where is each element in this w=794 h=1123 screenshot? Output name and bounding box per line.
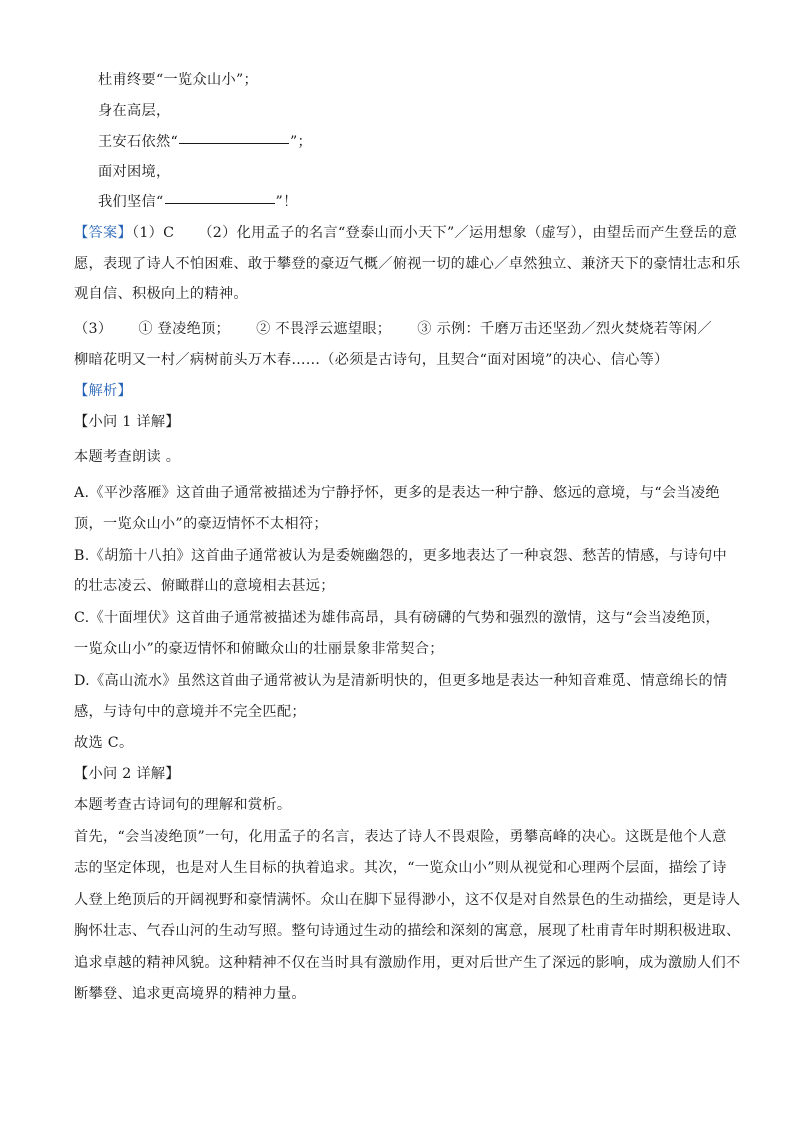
analysis-label: 【解析】 xyxy=(74,383,132,399)
paragraph-line-6: 断攀登、追求更高境界的精神力量。 xyxy=(74,986,306,1002)
option-d-line-1: D.《高山流水》虽然这首曲子通常被认为是清新明快的，但更多地是表达一种知音难觅、情意绵长的情 xyxy=(74,673,728,689)
option-a-line-2: 顶，一览众山小”的豪迈情怀不太相符； xyxy=(74,516,328,532)
option-a-line-1: A.《平沙落雁》这首曲子通常被描述为宁静抒怀，更多的是表达一种宁静、悠远的意境，与“会当凌绝 xyxy=(74,485,720,501)
sub-question-2-intro: 本题考查古诗词句的理解和赏析。 xyxy=(74,797,292,813)
poem-line-5-end: ”！ xyxy=(275,194,298,210)
answer-q3-item-2: ② 不畏浮云遮望眼； xyxy=(256,321,392,337)
option-c-line-1: C.《十面埋伏》这首曲子通常被描述为雄伟高昂，具有磅礴的气势和强烈的激情，这与“会当凌绝顶， xyxy=(74,610,720,626)
poem-line-5 xyxy=(98,192,758,212)
answer-q3-line-2: 柳暗花明又一村／病树前头万木春……（必须是古诗句，且契合“面对困境”的决心、信心等） xyxy=(74,352,669,368)
answer-q2-line-1: （2）化用孟子的名言“登泰山而小天下”／运用想象（虚写），由望岳而产生登岳的意 xyxy=(198,225,738,241)
paragraph-line-4: 胸怀壮志、气吞山河的生动写照。整句诗通过生动的描绘和深刻的寓意，展现了杜甫青年时期积极进取、 xyxy=(74,923,741,939)
answer-q2-line-2: 愿，表现了诗人不怕困难、敢于攀登的豪迈气概／俯视一切的雄心／卓然独立、兼济天下的豪情壮志和乐 xyxy=(74,256,741,272)
poem-line-4: 面对困境， xyxy=(98,164,171,180)
fill-blank-1[interactable] xyxy=(179,142,289,144)
option-d-line-2: 感，与诗句中的意境并不完全匹配； xyxy=(74,704,306,720)
option-b-line-2: 的壮志凌云、俯瞰群山的意境相去甚远； xyxy=(74,578,335,594)
answer-label: 【答案】 xyxy=(74,225,132,241)
poem-line-3-end: ”； xyxy=(290,134,313,150)
poem-line-3-start: 王安石依然“ xyxy=(98,134,178,150)
sub-question-1-label: 【小问 1 详解】 xyxy=(74,414,180,430)
paragraph-line-3: 人登上绝顶后的开阔视野和豪情满怀。众山在脚下显得渺小，这不仅是对自然景色的生动描绘，更是诗人 xyxy=(74,892,741,908)
answer-q2-line-3: 观自信、积极向上的精神。 xyxy=(74,286,248,302)
sub-question-1-intro: 本题考查朗读 。 xyxy=(74,449,181,465)
poem-line-3 xyxy=(98,132,758,152)
poem-line-2: 身在高层， xyxy=(98,103,171,119)
poem-line-5-start: 我们坚信“ xyxy=(98,194,164,210)
paragraph-line-1: 首先，“会当凌绝顶”一句，化用孟子的名言，表达了诗人不畏艰险，勇攀高峰的决心。这既是他个人意 xyxy=(74,829,727,845)
choose-answer: 故选 C。 xyxy=(74,735,134,751)
paragraph-line-5: 追求卓越的精神风貌。这种精神不仅在当时具有激励作用，更对后世产生了深远的影响，成为激励人们不 xyxy=(74,955,741,971)
answer-line-1 xyxy=(74,223,738,243)
fill-blank-2[interactable] xyxy=(165,202,275,204)
paragraph-line-2: 志的坚定体现，也是对人生目标的执着追求。其次，“一览众山小”则从视觉和心理两个层面，描绘了诗 xyxy=(74,860,727,876)
sub-question-2-label: 【小问 2 详解】 xyxy=(74,766,180,782)
option-b-line-1: B.《胡笳十八拍》这首曲子通常被认为是委婉幽怨的，更多地表达了一种哀怨、愁苦的情感，与诗句中 xyxy=(74,548,727,564)
answer-q3-item-1: ① 登凌绝顶； xyxy=(138,321,231,337)
poem-line-1: 杜甫终要“一览众山小”； xyxy=(98,72,258,88)
answer-q3-item-3: ③ 示例：千磨万击还坚劲／烈火焚烧若等闲／ xyxy=(417,321,712,337)
option-c-line-2: 一览众山小”的豪迈情怀和俯瞰众山的壮丽景象非常契合； xyxy=(74,641,444,657)
answer-q1: （1）C xyxy=(131,225,175,241)
answer-q3-line-1 xyxy=(74,319,734,339)
answer-q3-label: （3） xyxy=(74,321,113,337)
